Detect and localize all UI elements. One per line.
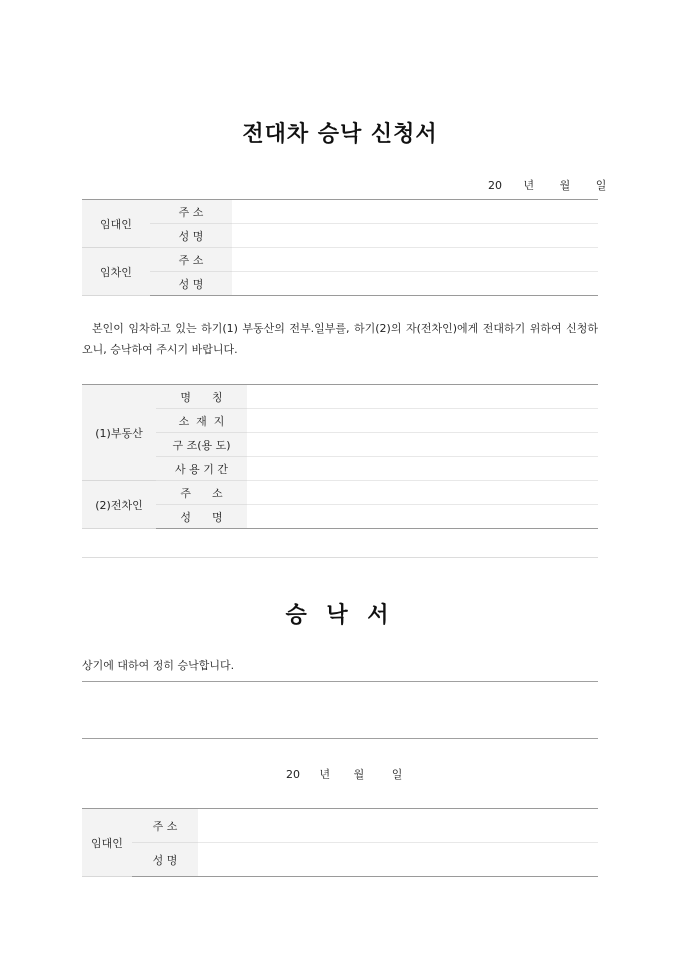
request-paragraph: 본인이 임차하고 있는 하기(1) 부동산의 전부.일부를, 하기(2)의 자(전차인)에게 전대하기 위하여 신청하오니, 승낙하여 주시기 바랍니다. (82, 322, 598, 356)
consent-text-underline (82, 681, 598, 682)
property-location-field[interactable] (247, 409, 598, 433)
consent-text: 상기에 대하여 정히 승낙합니다. (82, 659, 235, 672)
lessee-group-label: 임차인 (82, 248, 150, 296)
property-period-field[interactable] (247, 457, 598, 481)
details-table (82, 384, 598, 529)
date-year: 20 (488, 179, 502, 192)
lessor-group-label: 임대인 (82, 200, 150, 248)
consent-lessor-name-field[interactable] (198, 843, 598, 877)
application-date (488, 177, 606, 193)
consent-lessor-address-label: 주 소 (132, 809, 198, 843)
consent-signature-line (82, 738, 598, 739)
property-structure-label: 구 조(용 도) (156, 433, 247, 457)
sublessee-name-field[interactable] (247, 505, 598, 529)
lessor-name-label: 성 명 (150, 224, 232, 248)
sublessee-address-field[interactable] (247, 481, 598, 505)
parties-table (82, 199, 598, 296)
page-title: 전대차 승낙 신청서 (242, 122, 438, 147)
date-year-label: 년 (523, 179, 535, 192)
lessee-name-label: 성 명 (150, 272, 232, 296)
date-day-label: 일 (595, 179, 607, 192)
sublessee-name-label: 성 명 (156, 505, 247, 529)
consent-lessor-name-label: 성 명 (132, 843, 198, 877)
consent-date (286, 766, 402, 782)
property-name-label: 명 칭 (156, 385, 247, 409)
property-structure-field[interactable] (247, 433, 598, 457)
section-divider (82, 557, 598, 558)
sublessee-address-label: 주 소 (156, 481, 247, 505)
sublessee-group-label: (2)전차인 (82, 481, 156, 529)
lessee-address-label: 주 소 (150, 248, 232, 272)
consent-date-month-label: 월 (353, 768, 365, 781)
consent-date-year: 20 (286, 768, 300, 781)
consent-date-day-label: 일 (391, 768, 403, 781)
consent-lessor-address-field[interactable] (198, 809, 598, 843)
consent-lessor-table (82, 808, 598, 877)
property-group-label: (1)부동산 (82, 385, 156, 481)
property-name-field[interactable] (247, 385, 598, 409)
lessor-name-field[interactable] (232, 224, 598, 248)
date-month-label: 월 (559, 179, 571, 192)
property-location-label: 소 재 지 (156, 409, 247, 433)
lessor-address-field[interactable] (232, 200, 598, 224)
consent-lessor-group-label: 임대인 (82, 809, 132, 877)
consent-date-year-label: 년 (319, 768, 331, 781)
lessee-address-field[interactable] (232, 248, 598, 272)
property-period-label: 사 용 기 간 (156, 457, 247, 481)
consent-title: 승 낙 서 (285, 603, 395, 628)
lessor-address-label: 주 소 (150, 200, 232, 224)
lessee-name-field[interactable] (232, 272, 598, 296)
